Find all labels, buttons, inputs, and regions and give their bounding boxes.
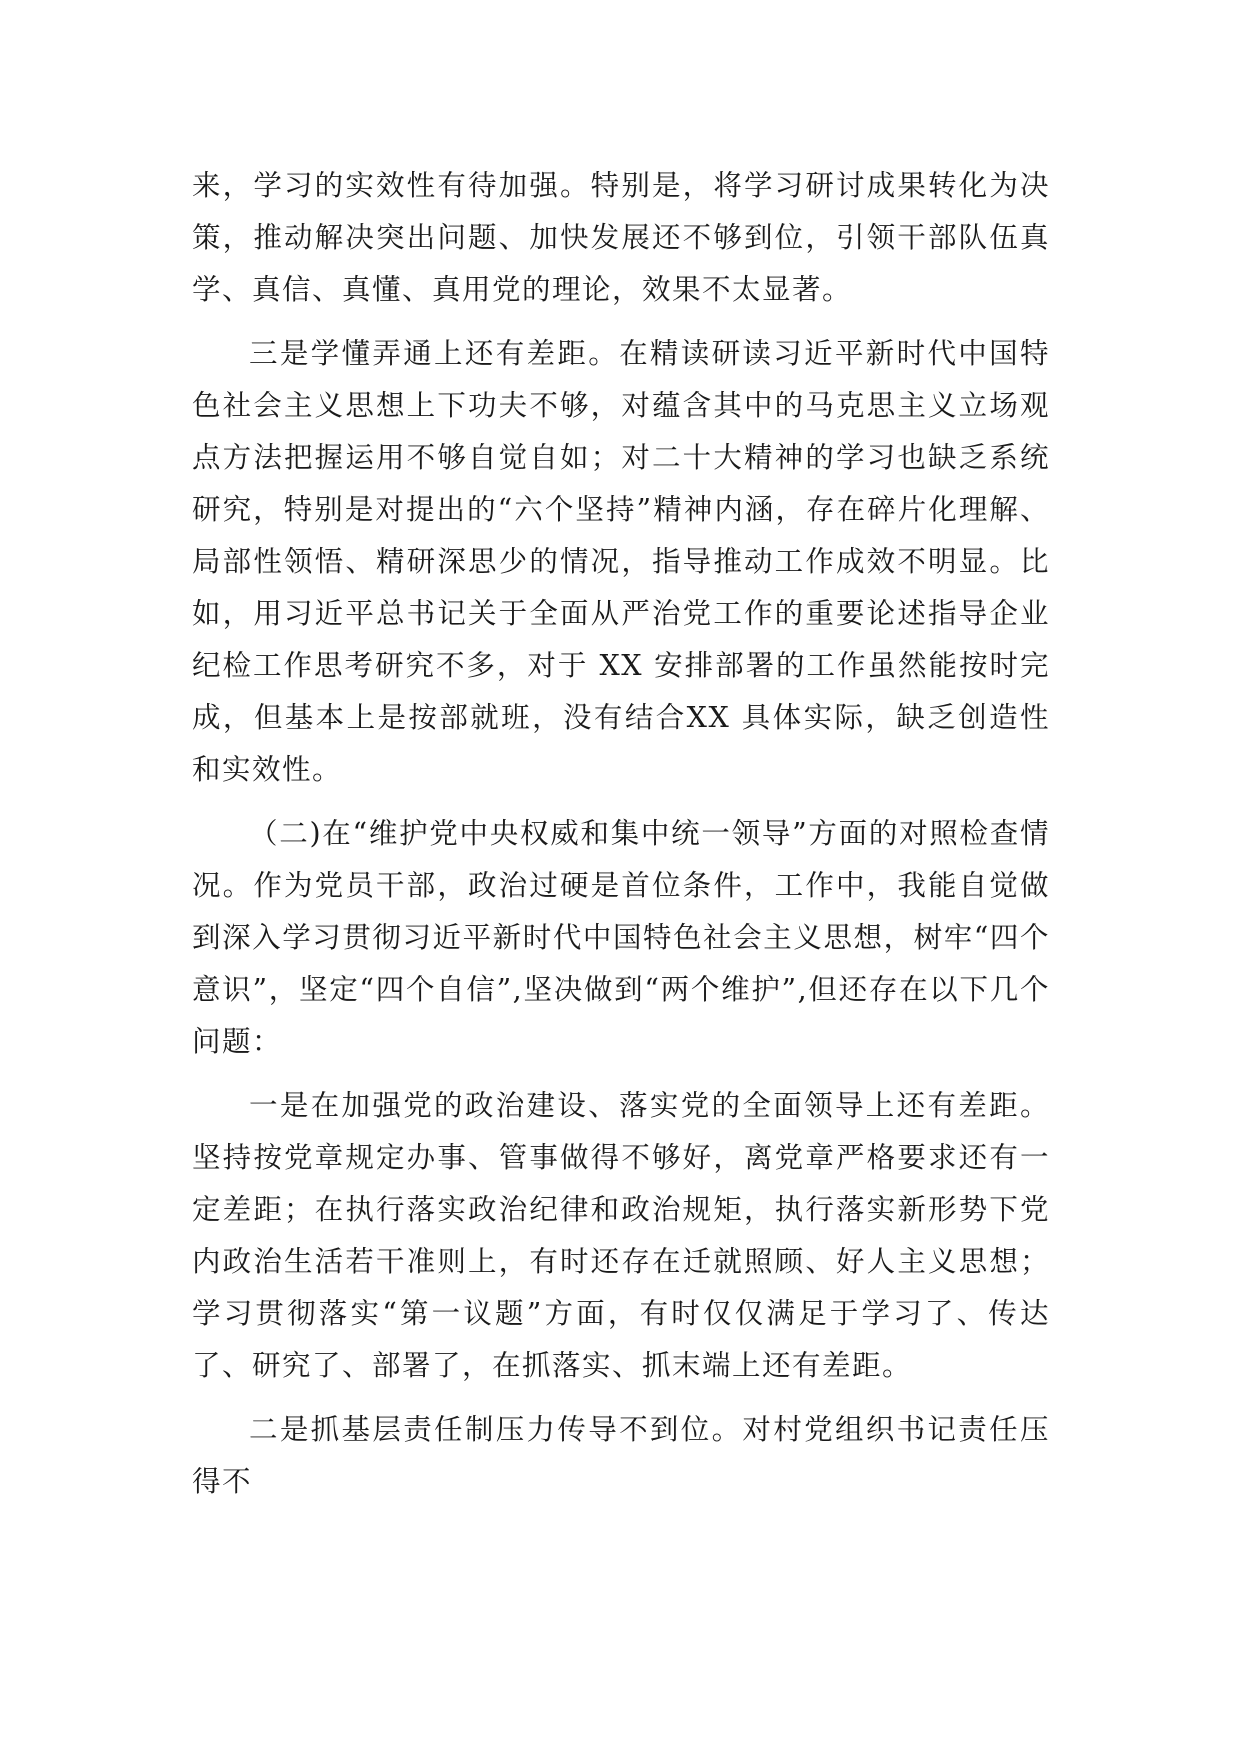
paragraph-point-one: 一是在加强党的政治建设、落实党的全面领导上还有差距。坚持按党章规定办事、管事做得不够好，离党章严格要求还有一定差距；在执行落实政治纪律和政治规矩，执行落实新形势下党内政治生活若干准则上，有时还存在迁就照顾、好人主义思想；学习贯彻落实“第一议题”方面，有时仅仅满足于学习了、传达了、研究了、部署了，在抓落实、抓末端上还有差距。: [192, 1089, 1050, 1382]
document-body: [192, 160, 1050, 1520]
paragraph-point-three: 三是学懂弄通上还有差距。在精读研读习近平新时代中国特色社会主义思想上下功夫不够，对蕴含其中的马克思主义立场观点方法把握运用不够自觉自如；对二十大精神的学习也缺乏系统研究，特别是对提出的“六个坚持”精神内涵，存在碎片化理解、局部性领悟、精研深思少的情况，指导推动工作成效不明显。比如，用习近平总书记关于全面从严治党工作的重要论述指导企业纪检工作思考研究不多，对于 XX 安排部署的工作虽然能按时完成，但基本上是按部就班，没有结合XX 具体实际，缺乏创造性和实效性。: [192, 337, 1050, 786]
paragraph-continuation: 来，学习的实效性有待加强。特别是，将学习研讨成果转化为决策，推动解决突出问题、加快发展还不够到位，引领干部队伍真学、真信、真懂、真用党的理论，效果不太显著。: [192, 169, 1050, 306]
paragraph-section-two-heading: （二)在“维护党中央权威和集中统一领导”方面的对照检查情况。作为党员干部，政治过硬是首位条件，工作中，我能自觉做到深入学习贯彻习近平新时代中国特色社会主义思想，树牢“四个意识”，坚定“四个自信”,坚决做到“两个维护”,但还存在以下几个问题：: [192, 817, 1050, 1058]
paragraph-point-two: 二是抓基层责任制压力传导不到位。对村党组织书记责任压得不: [192, 1413, 1050, 1498]
